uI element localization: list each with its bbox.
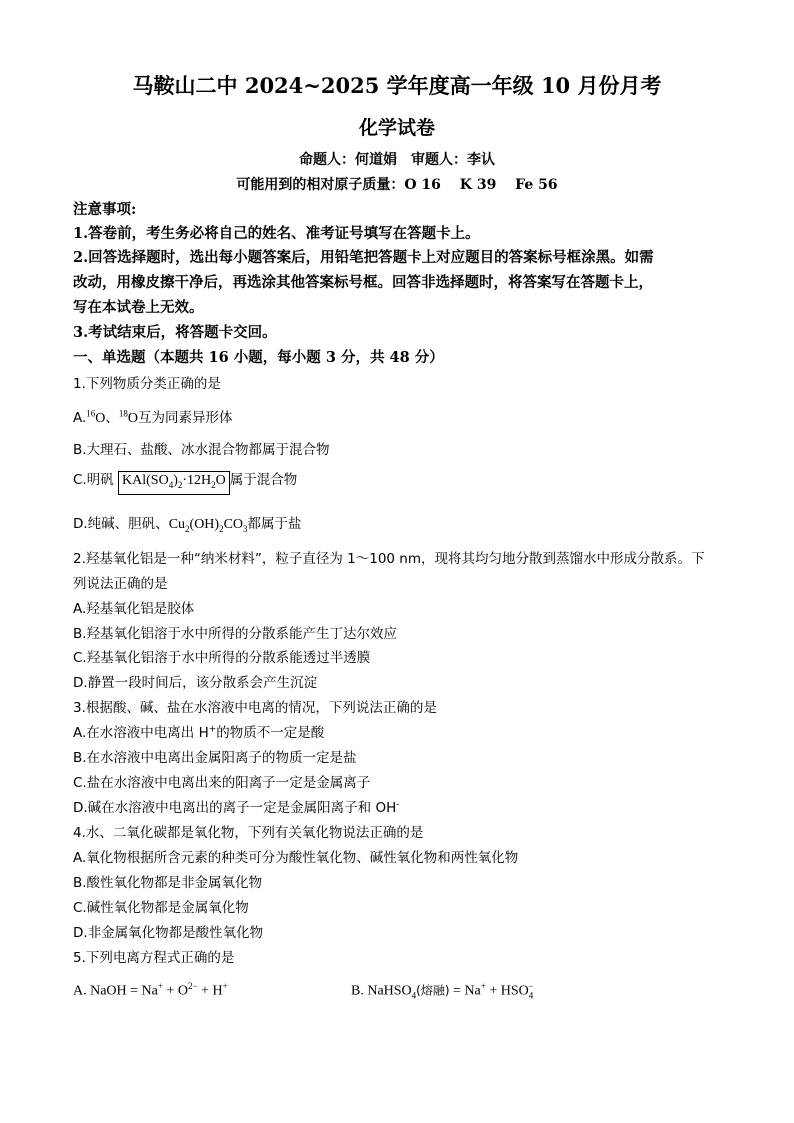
formula-part: O — [215, 473, 226, 488]
option-text: 的物质不一定是酸 — [216, 725, 325, 741]
notice-item-3: 3.考试结束后，将答题卡交回。 — [73, 324, 277, 341]
question-1-option-d — [73, 512, 302, 534]
equation-part: + O — [162, 983, 188, 999]
notice-item-2-line-3: 写在本试卷上无效。 — [73, 299, 204, 316]
formula-subscript: 4 — [411, 990, 417, 1001]
question-2-option-a: A.羟基氧化铝是胶体 — [73, 601, 195, 617]
element-symbol: O — [127, 411, 139, 426]
question-4-option-c: C.碱性氧化物都是金属氧化物 — [73, 900, 249, 916]
exam-title: 马鞍山二中 2024~2025 学年度高一年级 10 月份月考 — [132, 73, 662, 98]
molten-note: (熔融) — [416, 983, 450, 998]
option-text: D.纯碱、胆矾、 — [73, 516, 169, 532]
notice-heading: 注意事项: — [73, 201, 137, 218]
formula-subscript: 2 — [177, 479, 183, 490]
option-text: 互为同素异形体 — [138, 410, 233, 426]
formula-part: ·12H — [182, 473, 212, 488]
formula-part: (OH) — [189, 517, 220, 532]
charge-superscript: + — [480, 981, 486, 991]
separator: 、 — [105, 410, 119, 426]
formula-subscript: 2 — [219, 523, 224, 534]
formula-part: CO — [223, 517, 244, 532]
option-label: C.明矾 — [73, 472, 114, 488]
equation-part: = Na — [449, 983, 481, 999]
formula-part: ) — [173, 473, 178, 488]
question-3-option-b: B.在水溶液中电离出金属阳离子的物质一定是盐 — [73, 750, 357, 766]
alum-formula — [118, 471, 230, 495]
formula-subscript: 4 — [168, 479, 174, 490]
equation-part: + HSO — [485, 983, 529, 999]
section-1-heading: 一、单选题（本题共 16 小题，每小题 3 分，共 48 分） — [73, 349, 444, 366]
atomic-masses: 可能用到的相对原子质量：O 16 K 39 Fe 56 — [236, 177, 558, 193]
option-text: D.碱在水溶液中电离出的离子一定是金属阳离子和 OH — [73, 800, 397, 816]
question-4-stem: 4.水、二氧化碳都是氧化物，下列有关氧化物说法正确的是 — [73, 825, 424, 841]
question-1-stem: 1.下列物质分类正确的是 — [73, 376, 221, 392]
formula-subscript: 4 — [528, 990, 534, 1001]
question-2-option-b: B.羟基氧化铝溶于水中所得的分散系能产生丁达尔效应 — [73, 626, 398, 642]
isotope-mass-16: 16 — [86, 408, 96, 419]
question-1-option-c — [73, 468, 297, 495]
question-2-option-d: D.静置一段时间后，该分散系会产生沉淀 — [73, 675, 318, 691]
formula-subscript: 2 — [211, 479, 216, 490]
formula-part: KAl(SO — [122, 473, 169, 488]
question-4-option-d: D.非金属氧化物都是酸性氧化物 — [73, 925, 264, 941]
element-symbol: O — [95, 411, 106, 426]
question-5-option-b — [351, 981, 533, 1000]
charge-superscript: − — [528, 981, 534, 991]
charge-superscript: + — [222, 981, 228, 991]
option-text: 都属于盐 — [247, 516, 302, 532]
notice-item-2-line-2: 改动，用橡皮擦干净后，再选涂其他答案标号框。回答非选择题时，将答案写在答题卡上， — [73, 274, 653, 291]
question-3-stem: 3.根据酸、碱、盐在水溶液中电离的情况，下列说法正确的是 — [73, 700, 437, 716]
charge-superscript: - — [396, 799, 400, 810]
question-3-option-d — [73, 796, 400, 816]
question-5-option-a — [73, 981, 228, 1000]
question-2-option-c: C.羟基氧化铝溶于水中所得的分散系能透过半透膜 — [73, 650, 371, 666]
equation-part: + H — [197, 983, 223, 999]
question-2-stem-line-1: 2.羟基氧化铝是一种“纳米材料”，粒子直径为 1～100 nm，现将其均匀地分散到蒸馏水中形成分散系。下 — [73, 551, 705, 567]
question-5-stem: 5.下列电离方程式正确的是 — [73, 950, 235, 966]
notice-item-2-line-1: 2.回答选择题时，选出每小题答案后，用铅笔把答题卡上对应题目的答案标号框涂黑。如需 — [73, 249, 654, 266]
formula-subscript: 2 — [185, 523, 190, 534]
option-label: A. — [73, 410, 87, 426]
question-3-option-a — [73, 721, 324, 741]
question-1-option-b: B.大理石、盐酸、冰水混合物都属于混合物 — [73, 442, 330, 458]
question-3-option-c: C.盐在水溶液中电离出来的阳离子一定是金属离子 — [73, 775, 371, 791]
question-2-stem-line-2: 列说法正确的是 — [73, 576, 168, 592]
charge-superscript: + — [157, 981, 163, 991]
formula-subscript: 3 — [243, 523, 248, 534]
equation-part: B. NaHSO — [351, 983, 412, 999]
exam-authors: 命题人：何道娟 审题人：李认 — [299, 152, 495, 168]
formula-part: Cu — [168, 517, 186, 532]
malachite-formula — [169, 517, 248, 532]
charge-superscript: + — [208, 724, 217, 735]
notice-item-1: 1.答卷前，考生务必将自己的姓名、准考证号填写在答题卡上。 — [73, 225, 480, 242]
exam-subject: 化学试卷 — [358, 117, 435, 139]
option-text: 属于混合物 — [229, 472, 298, 488]
isotope-mass-18: 18 — [118, 408, 128, 419]
charge-superscript: 2− — [187, 981, 198, 991]
question-1-option-a — [73, 406, 233, 427]
question-4-option-b: B.酸性氧化物都是非金属氧化物 — [73, 875, 263, 891]
equation-part: A. NaOH = Na — [73, 983, 158, 999]
question-4-option-a: A.氧化物根据所含元素的种类可分为酸性氧化物、碱性氧化物和两性氧化物 — [73, 850, 519, 866]
option-text: A.在水溶液中电离出 H — [73, 725, 209, 741]
